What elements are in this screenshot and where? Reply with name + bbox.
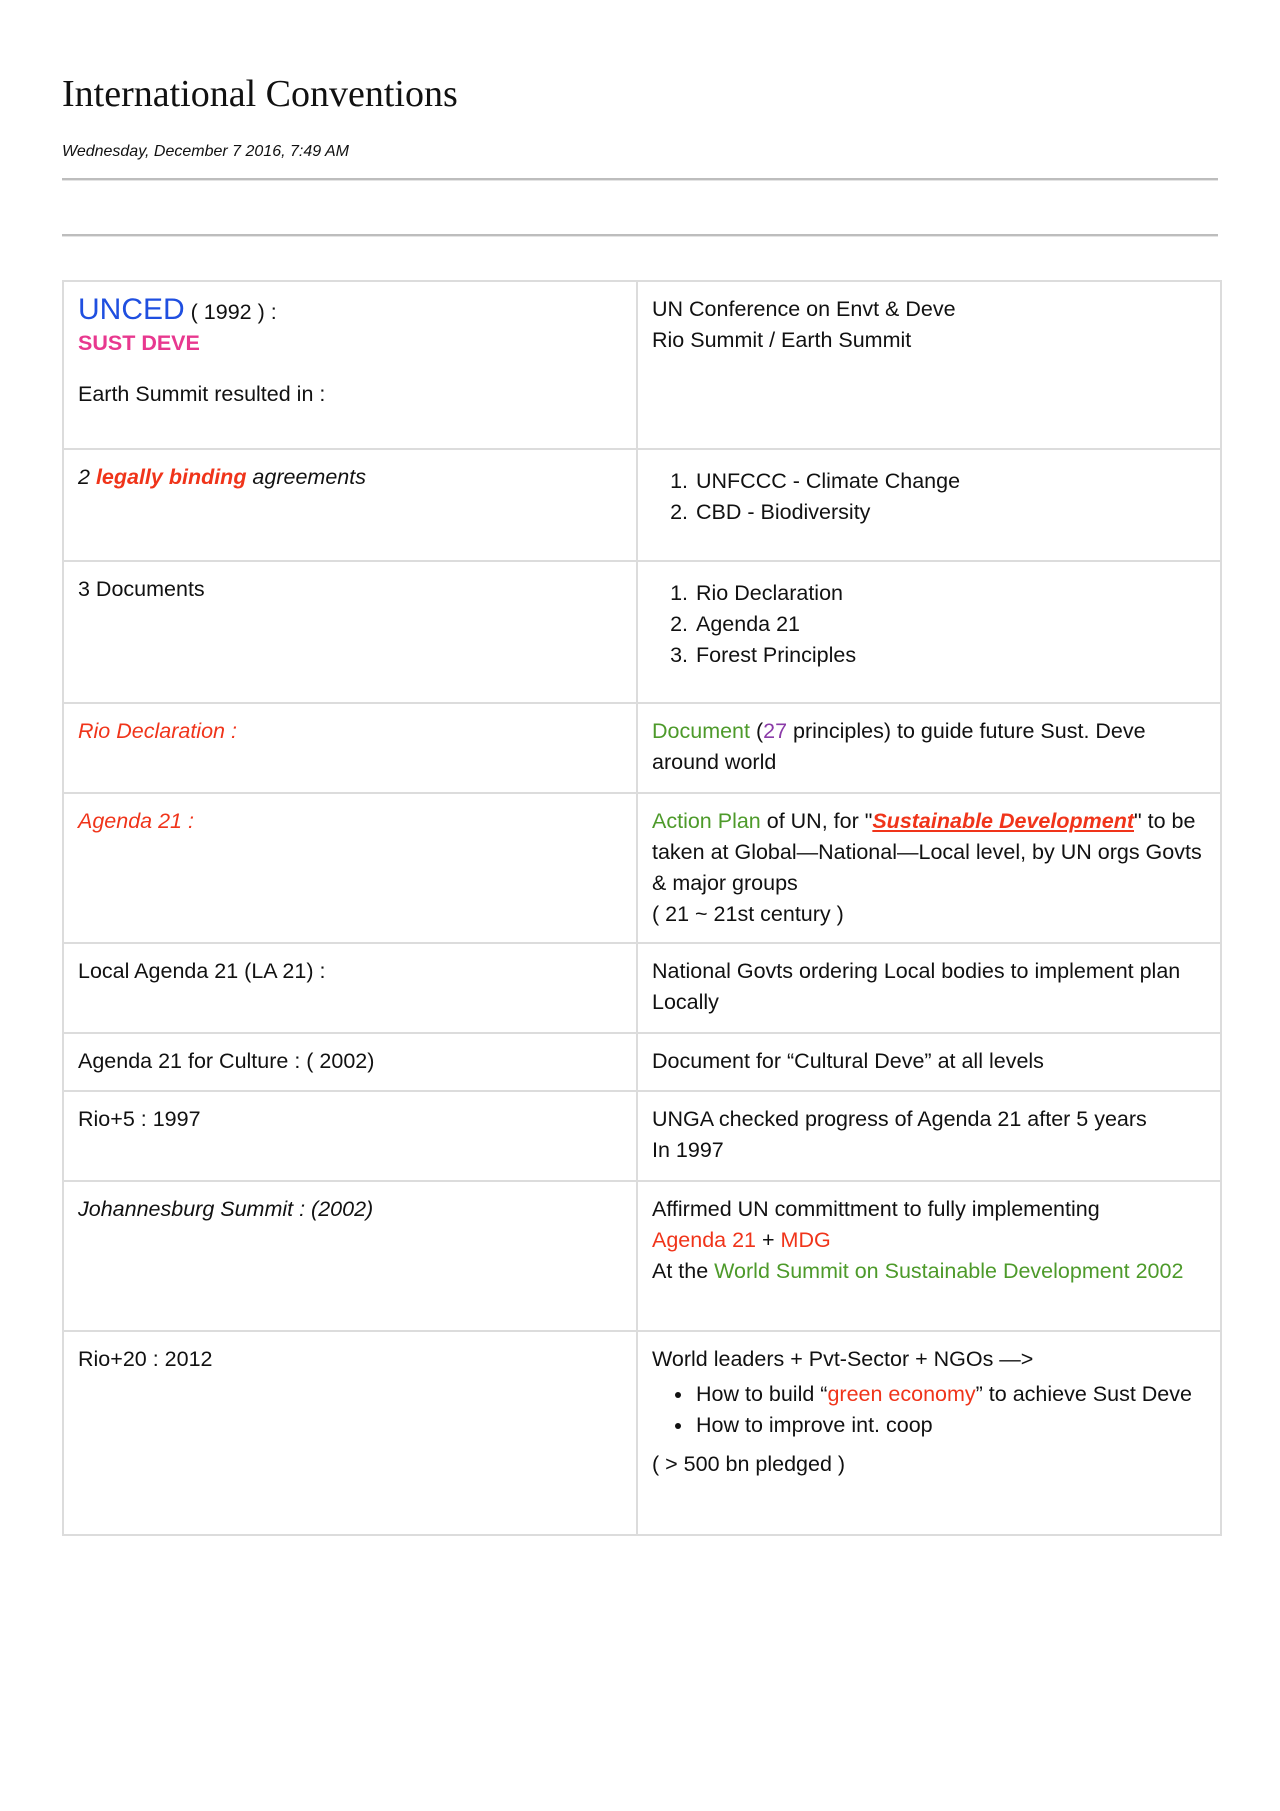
- rio20-b1-pre: How to build “: [696, 1382, 828, 1406]
- johannesburg-mdg: MDG: [780, 1228, 831, 1252]
- list-item: 1. UNFCCC - Climate Change: [694, 466, 1206, 497]
- johannesburg-label: Johannesburg Summit : (2002): [78, 1197, 374, 1221]
- unced-aka: Rio Summit / Earth Summit: [652, 328, 912, 352]
- table-row: [63, 1033, 1221, 1091]
- documents-label: 3 Documents: [78, 577, 205, 601]
- rio5-line2: In 1997: [652, 1138, 724, 1162]
- agenda21-of-un: of UN, for ": [760, 809, 873, 833]
- cell-left: [63, 793, 637, 943]
- table-row: [63, 281, 1221, 449]
- cell-left: [63, 449, 637, 561]
- johannesburg-line1: Affirmed UN committment to fully implementing: [652, 1197, 1100, 1221]
- cell-right: [637, 1091, 1221, 1181]
- cell-left: [63, 1091, 637, 1181]
- list-item: • How to improve int. coop: [694, 1410, 1206, 1441]
- la21-label: Local Agenda 21 (LA 21) :: [78, 959, 326, 983]
- johannesburg-at-the: At the: [652, 1259, 715, 1283]
- list-item: 1. Rio Declaration: [694, 578, 1206, 609]
- rio20-pledge: ( > 500 bn pledged ): [652, 1452, 846, 1476]
- table-row: [63, 703, 1221, 793]
- cell-left: [63, 943, 637, 1033]
- rio-principles-count: 27: [763, 719, 788, 743]
- cell-right: [637, 561, 1221, 703]
- cell-left: [63, 281, 637, 449]
- cell-left: [63, 1033, 637, 1091]
- culture-text: Document for “Cultural Deve” at all levels: [652, 1049, 1044, 1073]
- cell-right: [637, 703, 1221, 793]
- agenda21-text: " to be taken at Global—National—Local level, by UN orgs Govts & major groups: [652, 809, 1202, 895]
- table-row: [63, 793, 1221, 943]
- divider-bottom: [62, 234, 1218, 237]
- rio5-line1: UNGA checked progress of Agenda 21 after 5 years: [652, 1107, 1147, 1131]
- rio20-b1-post: ” to achieve Sust Deve: [975, 1382, 1192, 1406]
- cell-right: [637, 1331, 1221, 1535]
- action-plan: Action Plan: [652, 809, 761, 833]
- culture-label: Agenda 21 for Culture : ( 2002): [78, 1049, 375, 1073]
- table-row: [63, 1331, 1221, 1535]
- agreements-prefix: 2: [78, 465, 96, 489]
- list-item: 3. Forest Principles: [694, 640, 1206, 671]
- cell-right: [637, 1033, 1221, 1091]
- rio20-label: Rio+20 : 2012: [78, 1347, 213, 1371]
- list-item: 2. Agenda 21: [694, 609, 1206, 640]
- page-title: International Conventions: [62, 73, 458, 115]
- cell-left: [63, 561, 637, 703]
- johannesburg-wssd: World Summit on Sustainable Development 2002: [714, 1259, 1184, 1283]
- rio-open-paren: (: [750, 719, 764, 743]
- agenda21-label: Agenda 21 :: [78, 809, 194, 833]
- divider-top: [62, 178, 1218, 181]
- unced-resulted: Earth Summit resulted in :: [78, 382, 326, 406]
- green-economy: green economy: [827, 1382, 976, 1406]
- unced-fullname: UN Conference on Envt & Deve: [652, 297, 956, 321]
- cell-left: [63, 1331, 637, 1535]
- cell-right: [637, 943, 1221, 1033]
- documents-list: [652, 578, 1206, 671]
- cell-right: [637, 793, 1221, 943]
- johannesburg-plus: +: [756, 1228, 781, 1252]
- cell-right: [637, 449, 1221, 561]
- table-row: [63, 943, 1221, 1033]
- agreements-highlight: legally binding: [95, 465, 247, 489]
- timestamp: Wednesday, December 7 2016, 7:49 AM: [62, 143, 349, 160]
- list-item: [694, 1379, 1206, 1410]
- table-row: [63, 561, 1221, 703]
- agreements-list: [652, 466, 1206, 528]
- sustainable-development: Sustainable Development: [872, 809, 1134, 833]
- cell-left: [63, 1181, 637, 1331]
- table-row: [63, 1181, 1221, 1331]
- list-item: 2. CBD - Biodiversity: [694, 497, 1206, 528]
- cell-left: [63, 703, 637, 793]
- unced-year: ( 1992 ) :: [184, 300, 277, 324]
- rio20-intro: World leaders + Pvt-Sector + NGOs —>: [652, 1347, 1034, 1371]
- table-row: [63, 1091, 1221, 1181]
- agreements-suffix: agreements: [246, 465, 366, 489]
- rio-declaration-label: Rio Declaration :: [78, 719, 237, 743]
- rio20-list: [652, 1379, 1206, 1441]
- unced-tag: SUST DEVE: [78, 331, 200, 355]
- johannesburg-agenda: Agenda 21: [652, 1228, 757, 1252]
- unced-heading: UNCED: [78, 293, 185, 326]
- rio-declaration-text: principles) to guide future Sust. Deve around world: [652, 719, 1146, 774]
- cell-right: [637, 1181, 1221, 1331]
- notes-table: [62, 280, 1222, 1536]
- rio5-label: Rio+5 : 1997: [78, 1107, 201, 1131]
- rio-document-word: Document: [652, 719, 750, 743]
- table-row: [63, 449, 1221, 561]
- cell-right: [637, 281, 1221, 449]
- la21-text: National Govts ordering Local bodies to implement plan Locally: [652, 959, 1181, 1014]
- agenda21-note: ( 21 ~ 21st century ): [652, 902, 844, 926]
